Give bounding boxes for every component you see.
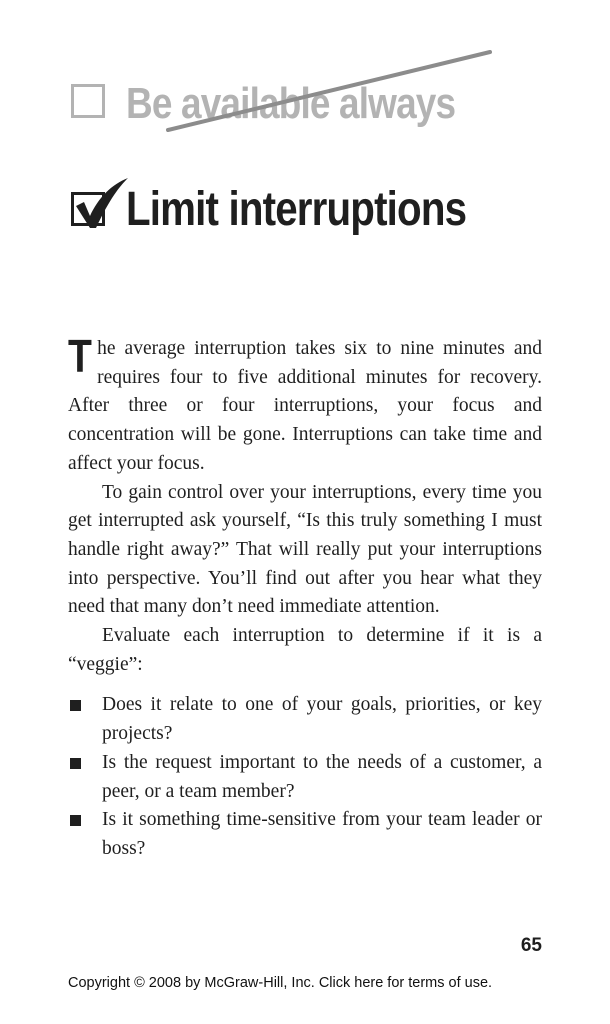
drop-cap: T bbox=[68, 330, 92, 382]
bullet-square-icon bbox=[70, 815, 81, 826]
paragraph-2: To gain control over your interruptions, every time you get interrupted ask yourself, “Is this truly something I must handle right away?” That will really put your interruptions into perspective. You’ll find out after you hear what they need that many don’t need immediate attention. bbox=[68, 481, 542, 618]
crossed-out-heading: Be available always bbox=[126, 79, 456, 128]
section-heading: Limit interruptions bbox=[126, 183, 467, 236]
list-item-text: Is it something time-sensitive from your team leader or boss? bbox=[102, 809, 542, 859]
paragraph-3: Evaluate each interruption to determine if it is a “veggie”: bbox=[68, 625, 542, 675]
strike-line-icon bbox=[70, 74, 510, 144]
copyright-link[interactable]: Copyright © 2008 by McGraw-Hill, Inc. Click here for terms of use. bbox=[68, 975, 493, 991]
bullet-square-icon bbox=[70, 758, 81, 769]
checked-item bbox=[70, 176, 540, 246]
list-item bbox=[68, 691, 542, 748]
list-item-text: Is the request important to the needs of a customer, a peer, or a team member? bbox=[102, 751, 542, 802]
list-item bbox=[68, 806, 542, 863]
paragraph-1 bbox=[68, 330, 542, 479]
crossed-out-item bbox=[70, 74, 510, 144]
bullet-list bbox=[68, 691, 542, 863]
checkmark-icon bbox=[70, 176, 130, 236]
list-item bbox=[68, 749, 542, 806]
paragraph-1-text: he average interruption takes six to nine minutes and requires four to five additional minutes for recovery. After three or four interruptions, your focus and concentration will be gone. Interruptions can take time and affect your focus. bbox=[68, 338, 542, 474]
bullet-square-icon bbox=[70, 700, 81, 711]
body-text bbox=[68, 330, 542, 864]
page-number: 65 bbox=[520, 935, 542, 956]
list-item-text: Does it relate to one of your goals, priorities, or key projects? bbox=[102, 694, 542, 745]
